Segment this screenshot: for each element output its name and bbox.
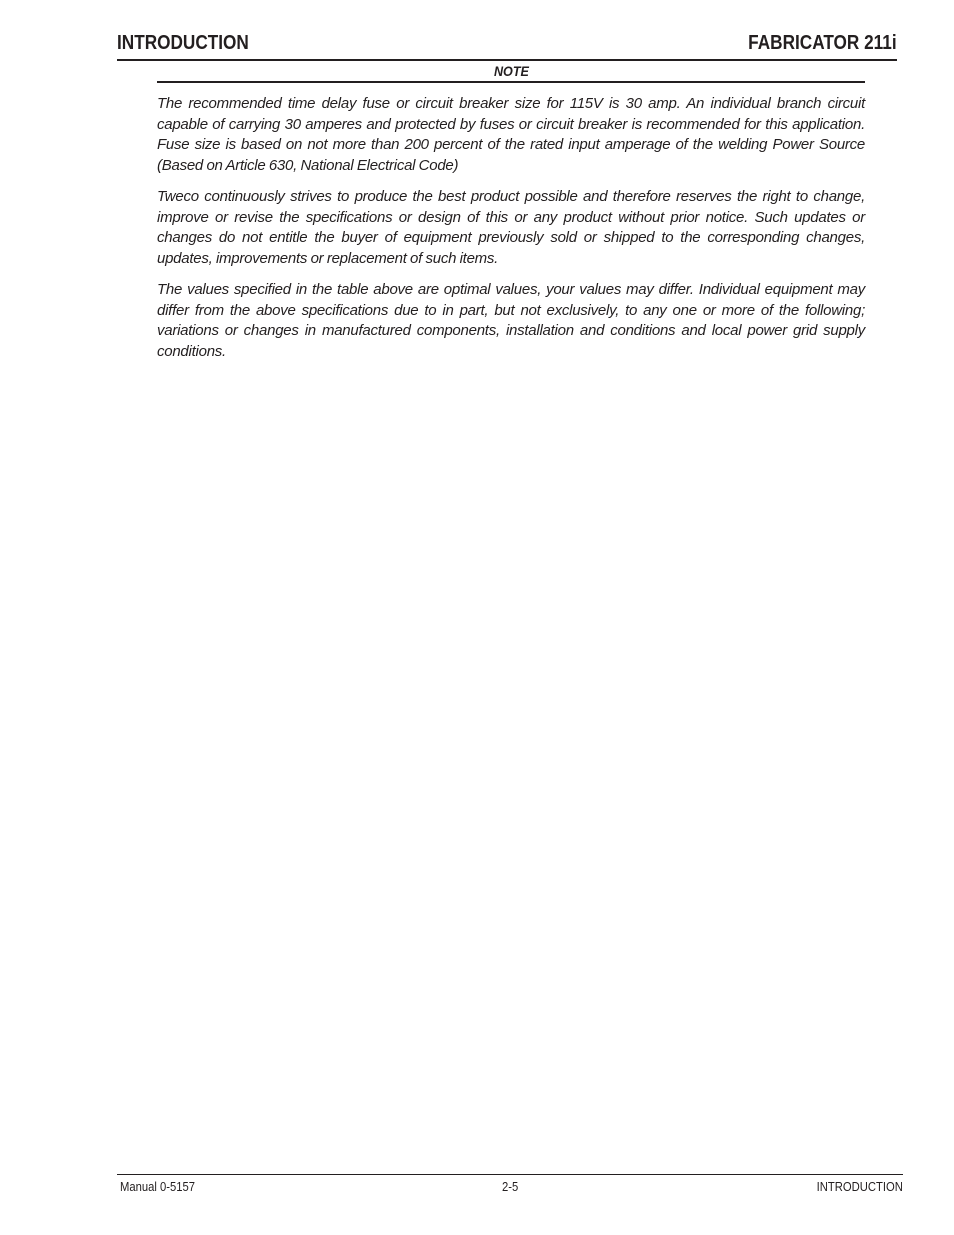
page-footer [117, 1174, 903, 1194]
note-paragraph-fuse-size: The recommended time delay fuse or circuit breaker size for 115V is 30 amp. An individual branch circuit capable of carrying 30 amperes and protected by fuses or circuit breaker is recommended for this application. Fuse size is based on not more than 200 percent of the rated input amperage of the welding Power Source (Based on Article 630, National Electrical Code) [157, 95, 865, 174]
note-title-text: NOTE [493, 63, 529, 79]
note-paragraph-values-disclaimer: The values specified in the table above are optimal values, your values may differ. Individual equipment may differ from the above specifications due to in part, but not exclusively, to any one or more of the following; variations or changes in manufactured components, installation and conditions and local power grid supply conditions. [157, 281, 865, 360]
page-number: 2-5 [502, 1180, 519, 1194]
note-paragraph-product-changes: Tweco continuously strives to produce the best product possible and therefore reserves the right to change, improve or revise the specifications or design of this or any product without prior notice. Such updates or changes do not entitle the buyer of equipment previously sold or shipped to the corresponding changes, updates, improvements or replacement of such items. [157, 188, 865, 267]
product-title: FABRICATOR 211i [748, 32, 897, 54]
manual-number: Manual 0-5157 [120, 1180, 196, 1194]
page-header [117, 30, 897, 61]
footer-section-name: INTRODUCTION [816, 1180, 903, 1194]
note-block [157, 62, 865, 362]
section-title: INTRODUCTION [117, 32, 249, 54]
note-title [157, 62, 865, 83]
